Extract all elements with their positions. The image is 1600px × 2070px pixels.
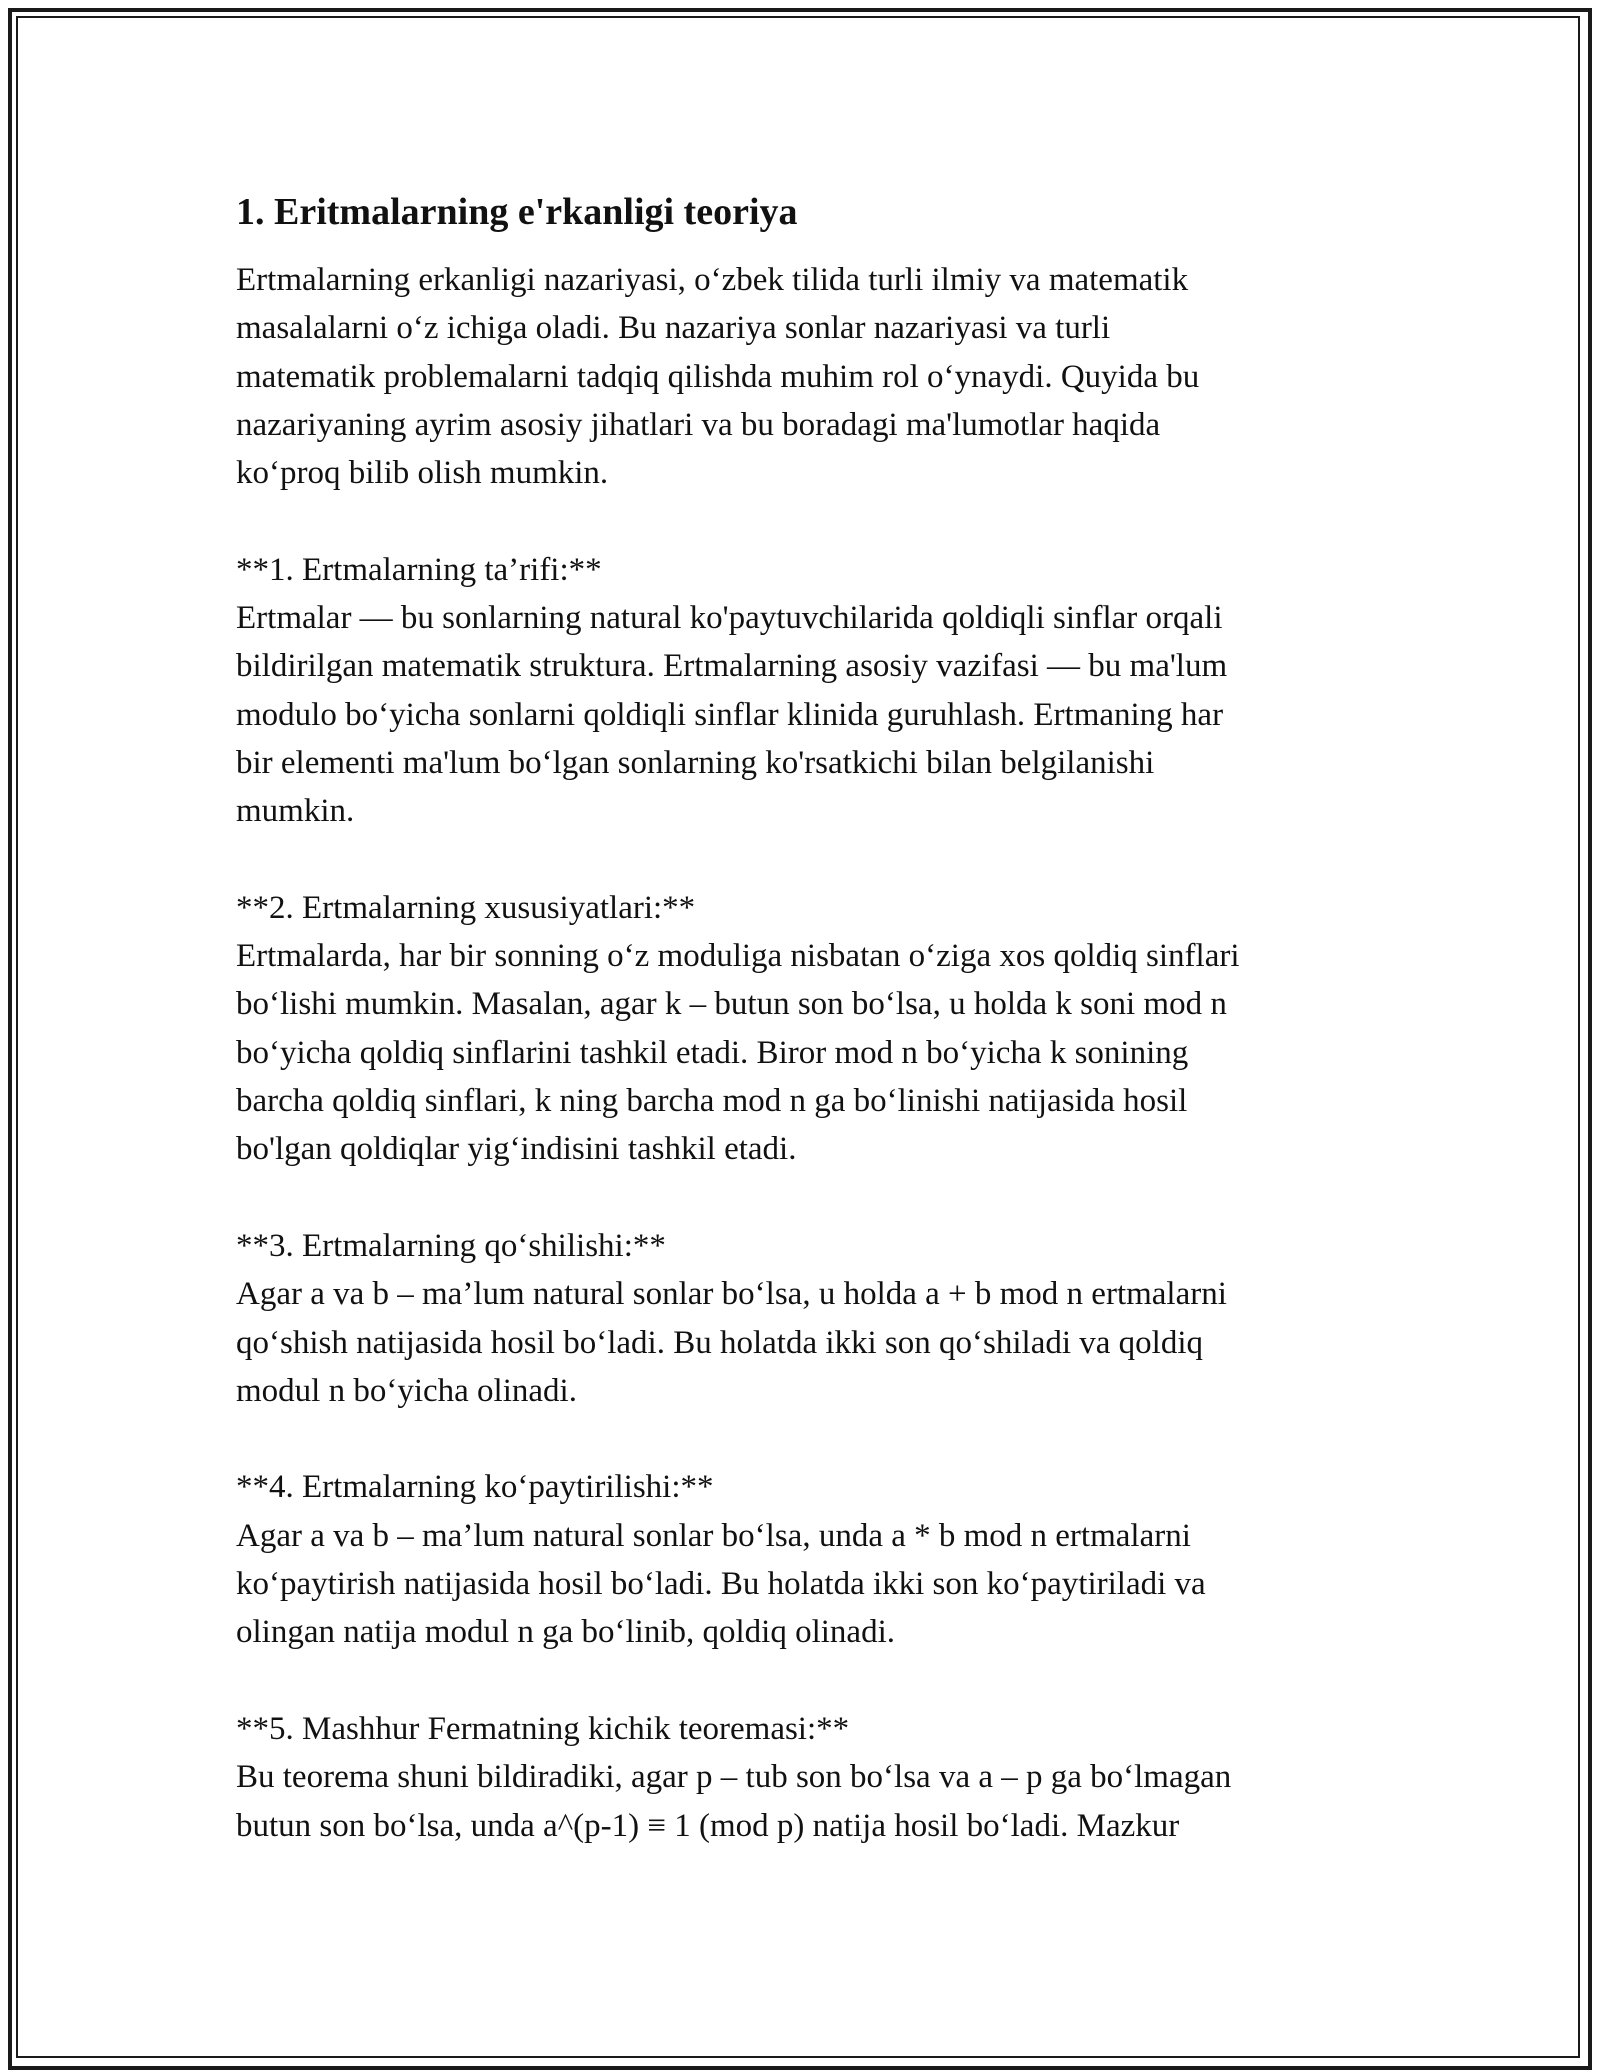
section-5: [236, 1705, 1366, 1850]
section-body: Ertmalar — bu sonlarning natural ko'paytuvchilarida qoldiqli sinflar orqali bildirilgan matematik struktura. Ertmalarning asosiy vazifasi — bu ma'lum modulo bo‘yicha sonlarni qoldiqli sinflar klinida guruhlash. Ertmaning har bir elementi ma'lum bo‘lgan sonlarning ko'rsatkichi bilan belgilanishi mumkin.: [236, 600, 1228, 830]
section-heading: **5. Mashhur Fermatning kichik teoremasi:**: [236, 1710, 850, 1747]
section-heading: **3. Ertmalarning qo‘shilishi:**: [236, 1227, 666, 1264]
section-heading: **2. Ertmalarning xususiyatlari:**: [236, 889, 696, 926]
section-body: Agar a va b – ma’lum natural sonlar bo‘lsa, u holda a + b mod n ertmalarni qo‘shish natijasida hosil bo‘ladi. Bu holatda ikki son qo‘shiladi va qoldiq modul n bo‘yicha olinadi.: [236, 1276, 1227, 1409]
section-heading: **1. Ertmalarning ta’rifi:**: [236, 551, 602, 588]
section-body: Agar a va b – ma’lum natural sonlar bo‘lsa, unda a * b mod n ertmalarni ko‘paytirish natijasida hosil bo‘ladi. Bu holatda ikki son ko‘paytiriladi va olingan natija modul n ga bo‘linib, qoldiq olinadi.: [236, 1517, 1206, 1651]
section-heading: **4. Ertmalarning ko‘paytirilishi:**: [236, 1469, 714, 1506]
intro-paragraph: Ertmalarning erkanligi nazariyasi, o‘zbek tilida turli ilmiy va matematik masalalarni o‘z ichiga oladi. Bu nazariya sonlar nazariyasi va turli matematik problemalarni tadqiq qilishda muhim rol o‘ynaydi. Quyida bu nazariyaning ayrim asosiy jihatlari va bu boradagi ma'lumotlar haqida ko‘proq bilib olish mumkin.: [236, 262, 1200, 492]
section-body: Bu teorema shuni bildiradiki, agar p – tub son bo‘lsa va a – p ga bo‘lmagan butun son bo‘lsa, unda a^(p-1) ≡ 1 (mod p) natija hosil bo‘ladi. Mazkur: [236, 1759, 1232, 1844]
document-title: 1. Eritmalarning e'rkanligi teoriya: [236, 191, 798, 233]
section-3: [236, 1222, 1366, 1415]
section-body: Ertmalarda, har bir sonning o‘z moduliga nisbatan o‘ziga xos qoldiq sinflari bo‘lishi mumkin. Masalan, agar k – butun son bo‘lsa, u holda k soni mod n bo‘yicha qoldiq sinflarini tashkil etadi. Biror mod n bo‘yicha k sonining barcha qoldiq sinflari, k ning barcha mod n ga bo‘linishi natijasida hosil bo'lgan qoldiqlar yig‘indisini tashkil etadi.: [236, 938, 1240, 1168]
section-1: [236, 546, 1366, 836]
section-4: [236, 1463, 1366, 1656]
section-2: [236, 884, 1366, 1174]
document-content: [236, 188, 1366, 1898]
